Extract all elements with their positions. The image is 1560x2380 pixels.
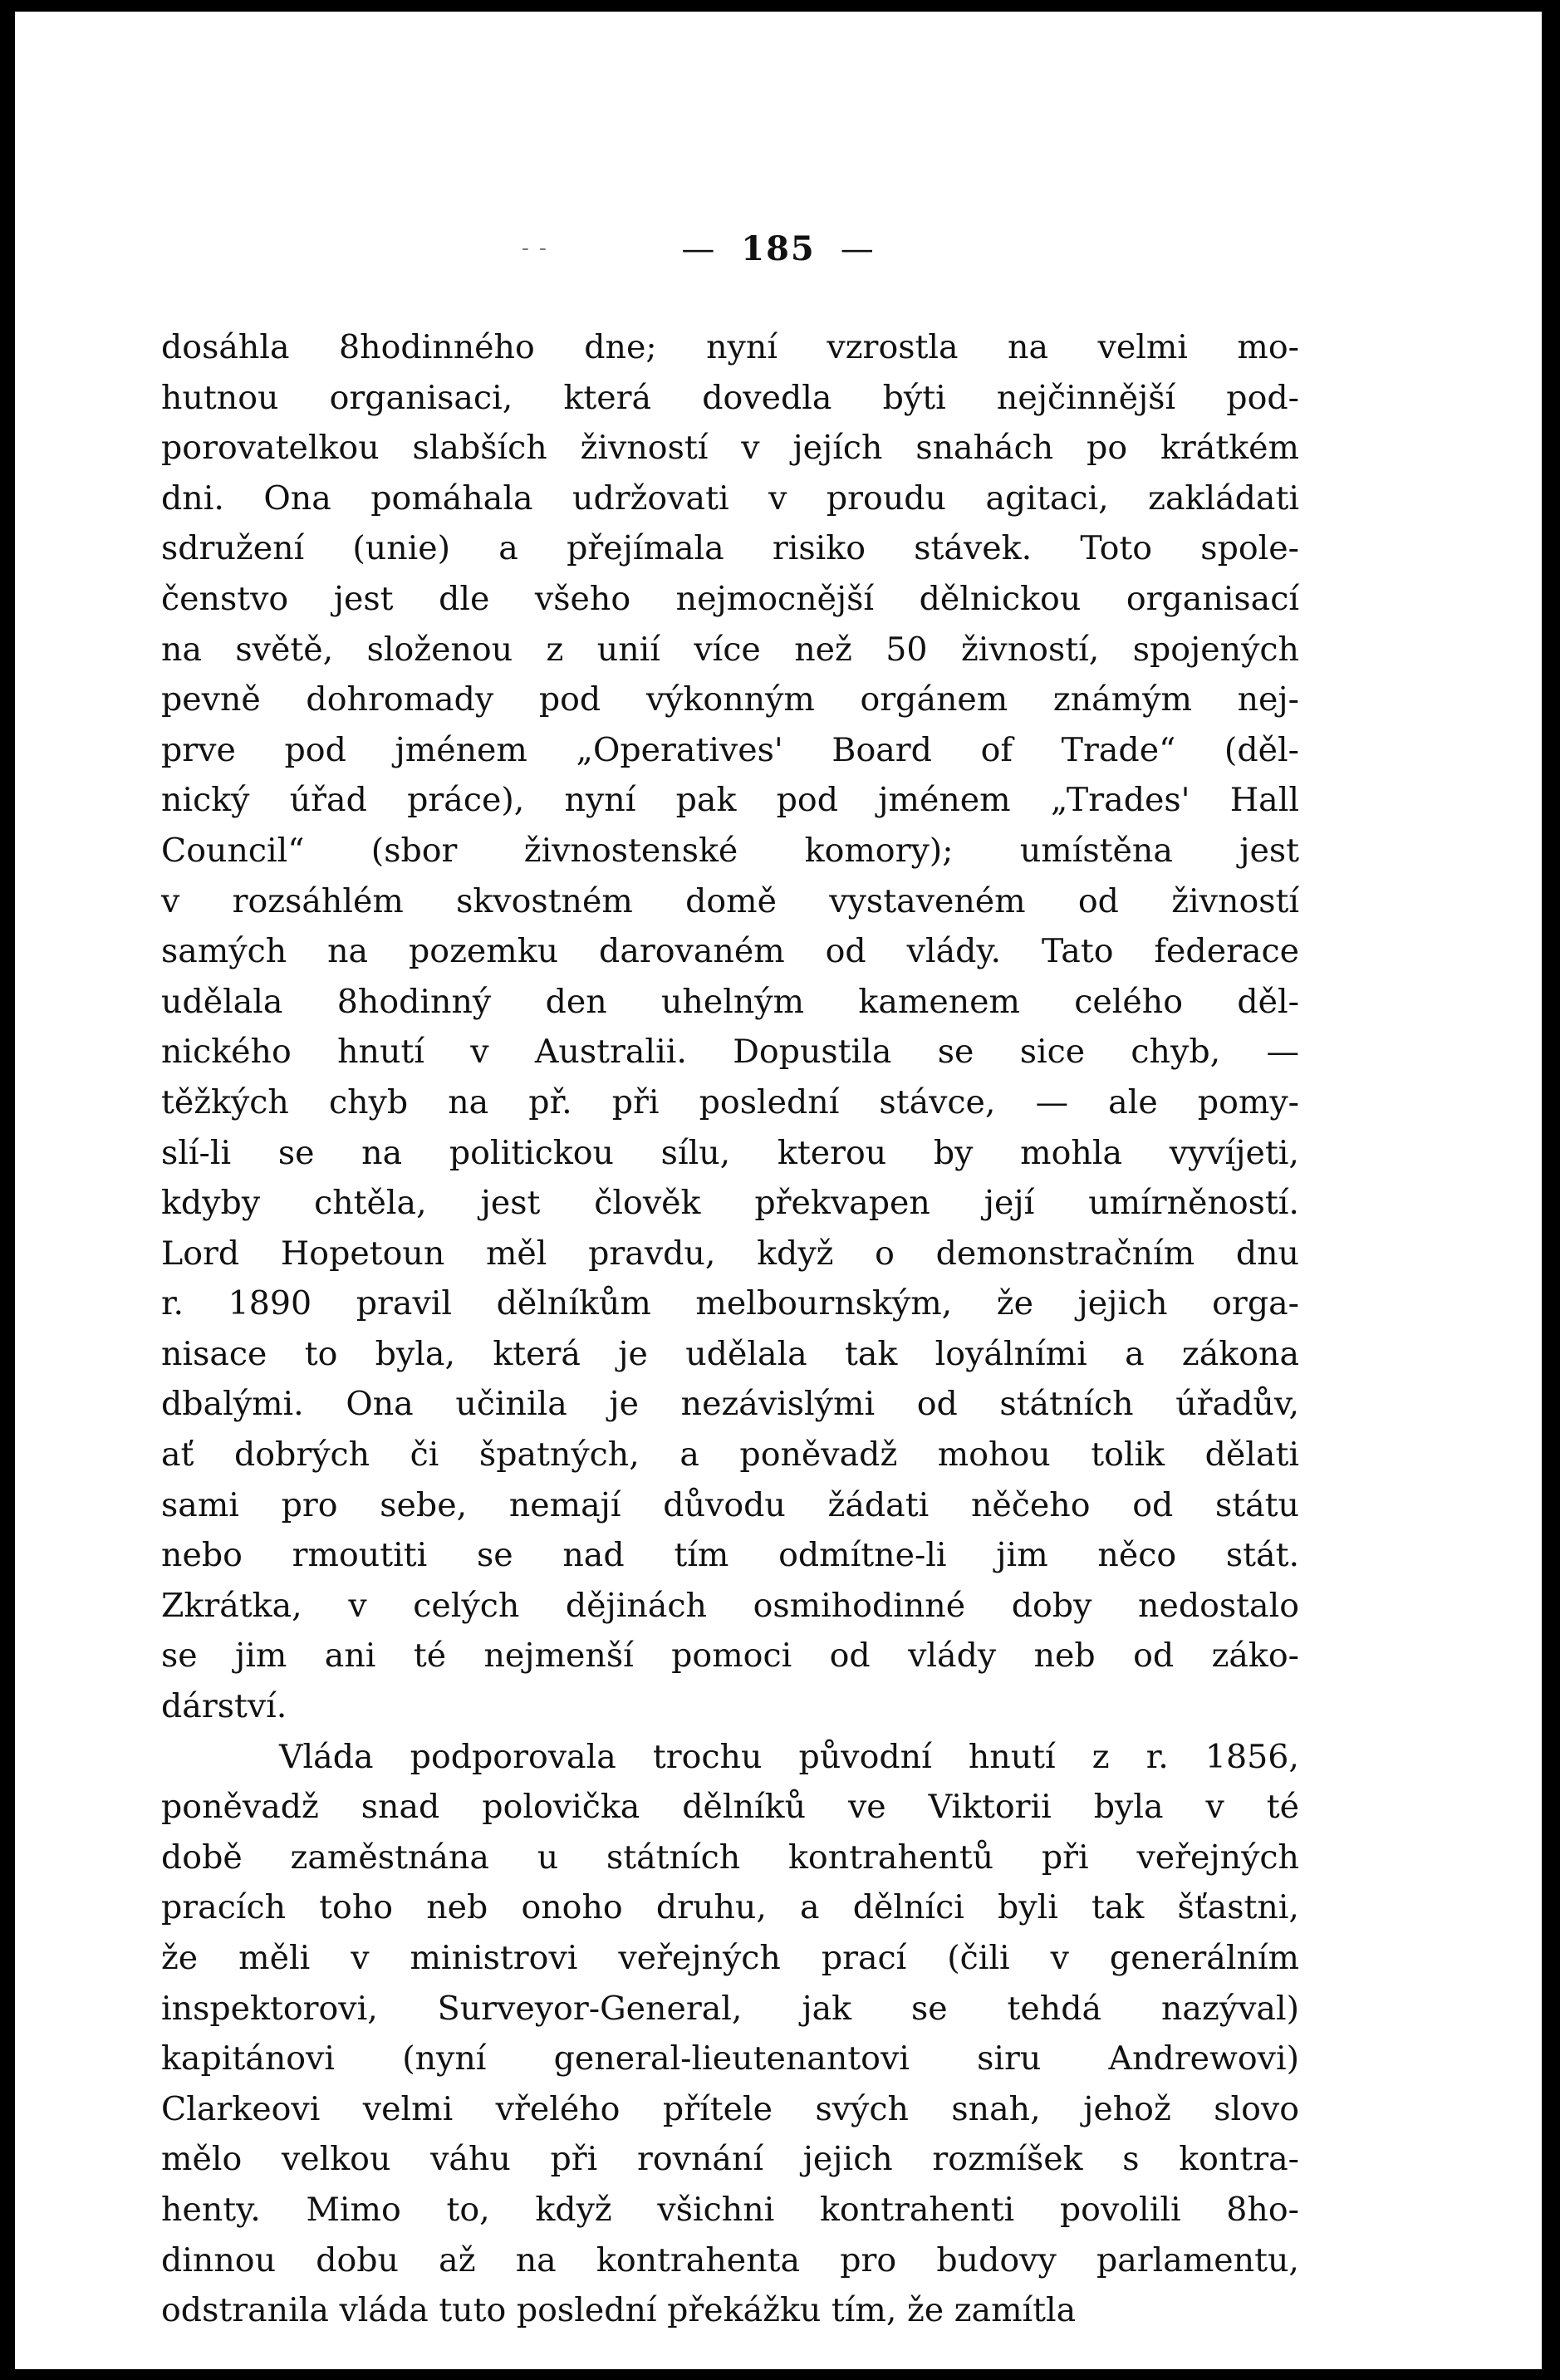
page-header: [15, 229, 1542, 268]
text-line: v rozsáhlém skvostném domě vystaveném od živností: [161, 881, 1299, 920]
text-line: nický úřad práce), nyní pak pod jménem „Trades' Hall: [161, 781, 1299, 820]
text-line: r. 1890 pravil dělníkům melbournským, že jejich orga-: [161, 1284, 1299, 1323]
text-line: udělala 8hodinný den uhelným kamenem celého děl-: [161, 982, 1299, 1021]
header-left-dash: —: [681, 230, 717, 268]
text-line: inspektorovi, Surveyor-General, jak se tehdá nazýval): [161, 1989, 1299, 2028]
text-line: dárství.: [161, 1687, 287, 1726]
text-line: době zaměstnána u státních kontrahentů při veřejných: [161, 1838, 1299, 1877]
text-line: poněvadž snad polovička dělníků ve Viktorii byla v té: [161, 1788, 1299, 1827]
text-line: že měli v ministrovi veřejných prací (čili v generálním: [161, 1939, 1299, 1977]
text-line: nického hnutí v Australii. Dopustila se sice chyb, —: [161, 1033, 1299, 1072]
text-line: pracích toho neb onoho druhu, a dělníci byli tak šťastni,: [161, 1888, 1299, 1927]
text-line: hutnou organisaci, která dovedla býti nejčinnější pod-: [161, 378, 1299, 417]
text-line: kdyby chtěla, jest člověk překvapen její umírněností.: [161, 1184, 1299, 1223]
header-mark: - -: [522, 236, 548, 261]
book-page: [15, 12, 1542, 2369]
text-line: čenstvo jest dle všeho nejmocnější dělnickou organisací: [161, 579, 1299, 618]
text-line: pevně dohromady pod výkonným orgánem známým nej-: [161, 680, 1299, 719]
text-line: ať dobrých či špatných, a poněvadž mohou tolik dělati: [161, 1435, 1299, 1475]
text-line: prve pod jménem „Operatives' Board of Trade“ (děl-: [161, 730, 1299, 769]
text-line: dosáhla 8hodinného dne; nyní vzrostla na velmi mo-: [161, 328, 1299, 366]
page-number: 185: [741, 229, 816, 268]
text-line: kapitánovi (nyní general-lieutenantovi siru Andrewovi): [161, 2039, 1299, 2078]
text-line: porovatelkou slabších živností v jejích snahách po krátkém: [161, 429, 1299, 468]
text-line: slí-li se na politickou sílu, kterou by mohla vyvíjeti,: [161, 1133, 1299, 1172]
text-line: nisace to byla, která je udělala tak loyálními a zákona: [161, 1334, 1299, 1373]
text-line: Vláda podporovala trochu původní hnutí z r. 1856,: [279, 1737, 1299, 1776]
paragraph-2: [161, 1732, 1299, 2336]
text-line: Lord Hopetoun měl pravdu, když o demonstračním dnu: [161, 1234, 1299, 1273]
text-line: nebo rmoutiti se nad tím odmítne-li jim něco stát.: [161, 1536, 1299, 1575]
text-line: Zkrátka, v celých dějinách osmihodinné doby nedostalo: [161, 1586, 1299, 1625]
text-line: dbalými. Ona učinila je nezávislými od státních úřadův,: [161, 1385, 1299, 1424]
text-line: těžkých chyb na př. při poslední stávce, — ale pomy-: [161, 1082, 1299, 1121]
text-line: samých na pozemku darovaném od vlády. Tato federace: [161, 932, 1299, 971]
text-line: odstranila vláda tuto poslední překážku tím, že zamítla: [161, 2291, 1077, 2330]
text-line: se jim ani té nejmenší pomoci od vlády neb od záko-: [161, 1637, 1299, 1676]
text-line: dinnou dobu až na kontrahenta pro budovy parlamentu,: [161, 2240, 1299, 2279]
text-line: sdružení (unie) a přejímala risiko stávek. Toto spole-: [161, 529, 1299, 568]
text-line: mělo velkou váhu při rovnání jejich rozmíšek s kontra-: [161, 2140, 1299, 2179]
header-right-dash: —: [840, 230, 876, 268]
text-line: Clarkeovi velmi vřelého přítele svých snah, jehož slovo: [161, 2089, 1299, 2128]
body-text: [161, 322, 1299, 2336]
text-line: na světě, složenou z unií více než 50 živností, spojených: [161, 630, 1299, 669]
text-line: sami pro sebe, nemají důvodu žádati něčeho od státu: [161, 1485, 1299, 1524]
text-line: dni. Ona pomáhala udržovati v proudu agitaci, zakládati: [161, 478, 1299, 518]
text-line: henty. Mimo to, když všichni kontrahenti povolili 8ho-: [161, 2190, 1299, 2229]
text-line: Council“ (sbor živnostenské komory); umístěna jest: [161, 831, 1299, 870]
paragraph-1: [161, 322, 1299, 1732]
